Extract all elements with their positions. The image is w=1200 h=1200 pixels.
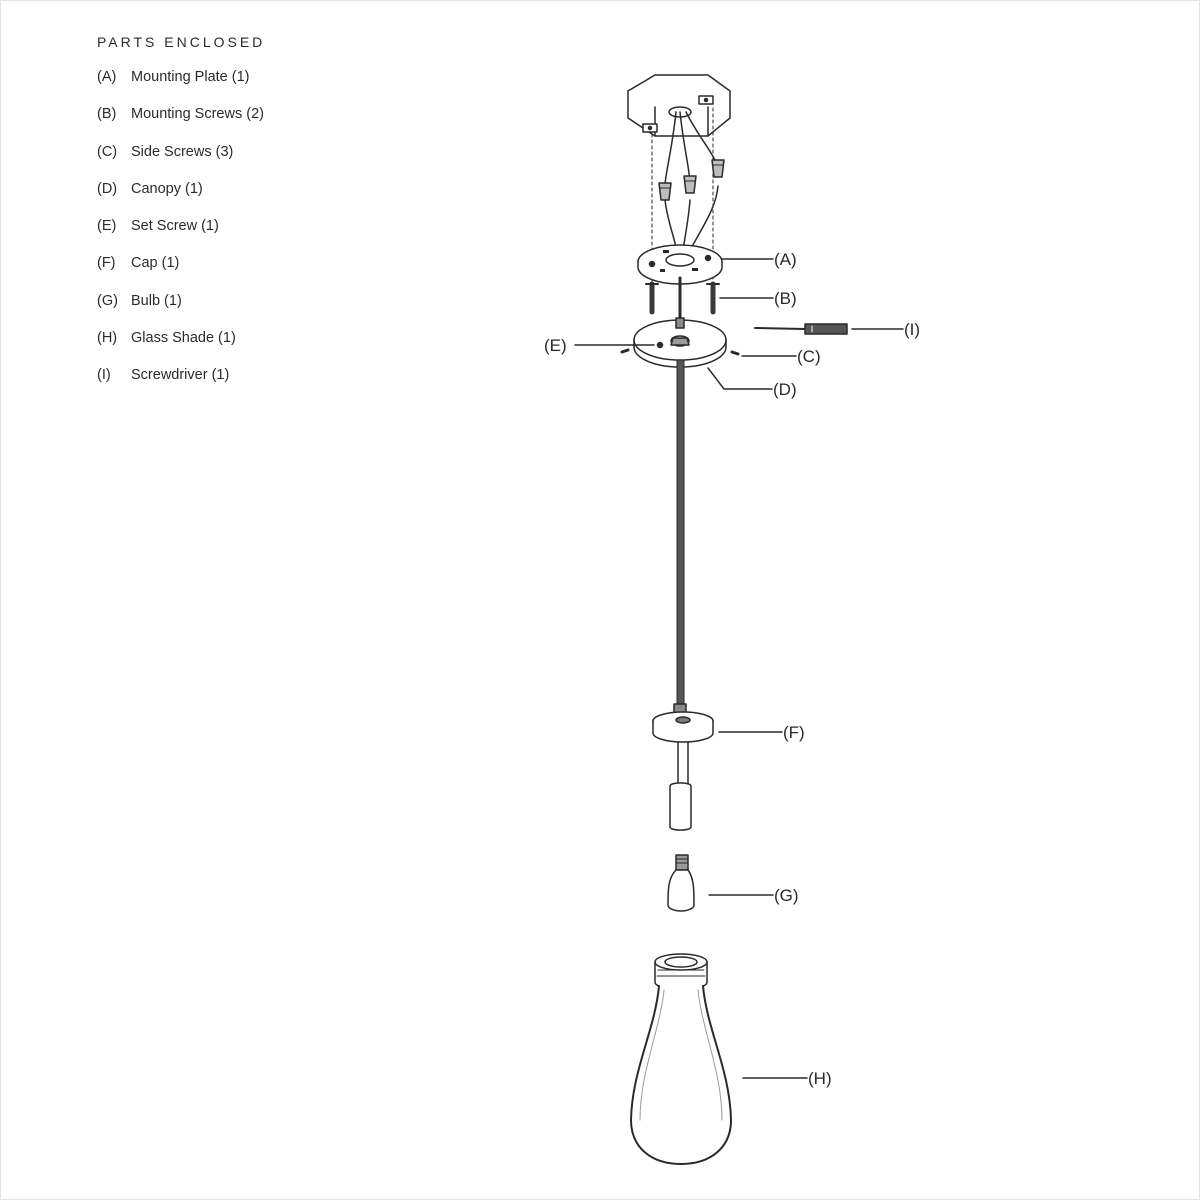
part-code: (G) — [97, 292, 118, 309]
callout-a: (A) — [774, 250, 797, 269]
socket — [670, 742, 691, 830]
callout-f: (F) — [783, 723, 805, 742]
part-code: (C) — [97, 143, 118, 160]
callout-h: (H) — [808, 1069, 832, 1088]
bulb — [668, 855, 694, 911]
part-name: Mounting Plate (1) — [131, 69, 250, 85]
part-code: (H) — [97, 330, 118, 347]
part-code: (D) — [97, 180, 118, 197]
part-code: (E) — [97, 218, 117, 235]
part-name: Screwdriver (1) — [131, 367, 230, 384]
callout-i: (I) — [904, 320, 921, 339]
leader-lines — [575, 259, 903, 1078]
callout-e: (E) — [544, 336, 567, 355]
part-code: (A) — [97, 69, 117, 85]
part-name: Canopy (1) — [131, 180, 203, 197]
junction-box — [628, 75, 730, 136]
part-name: Glass Shade (1) — [131, 330, 236, 347]
part-name: Mounting Screws (2) — [131, 106, 264, 123]
screwdriver — [755, 324, 847, 334]
part-name: Side Screws (3) — [131, 143, 234, 160]
part-name: Cap (1) — [131, 255, 180, 272]
callout-b: (B) — [774, 289, 797, 308]
callout-c: (C) — [797, 347, 821, 366]
part-code: (I) — [97, 367, 111, 384]
parts-enclosed-title: PARTS ENCLOSED — [97, 34, 266, 50]
part-code: (F) — [97, 255, 116, 272]
part-name: Bulb (1) — [131, 292, 182, 309]
callout-d: (D) — [773, 380, 797, 399]
part-code: (B) — [97, 106, 117, 123]
leader-line-d — [708, 368, 772, 389]
set-screw — [658, 343, 663, 348]
callout-g: (G) — [774, 886, 799, 905]
cap — [653, 704, 713, 742]
mounting-screws — [646, 284, 719, 312]
glass-shade — [631, 954, 731, 1164]
pendant-cord — [677, 360, 684, 710]
part-name: Set Screw (1) — [131, 218, 219, 235]
